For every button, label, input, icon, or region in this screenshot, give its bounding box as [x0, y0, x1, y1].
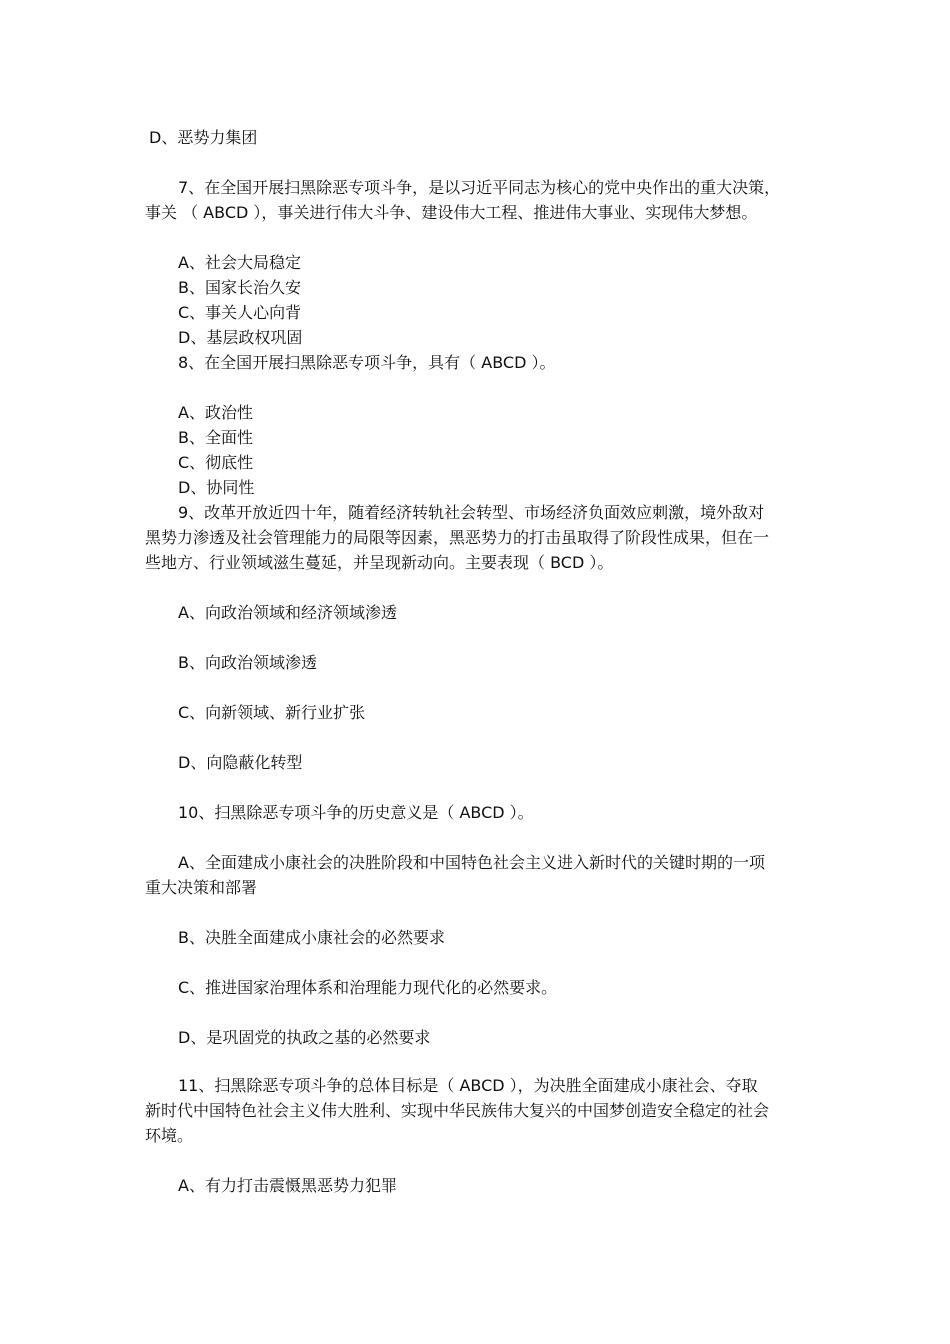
option-a-line: A、向政治领域和经济领域渗透 — [178, 603, 397, 622]
question-9-line-3: 些地方、行业领域滋生蔓延，并呈现新动向。主要表现（ BCD ）。 — [145, 553, 614, 572]
option-d-line: D、是巩固党的执政之基的必然要求 — [178, 1028, 431, 1047]
question-9-line-2: 黑势力渗透及社会管理能力的局限等因素，黑恶势力的打击虽取得了阶段性成果，但在一 — [145, 528, 770, 547]
question-8-line: 8、在全国开展扫黑除恶专项斗争，具有（ ABCD ）。 — [178, 353, 556, 372]
option-a-line-1: A、全面建成小康社会的决胜阶段和中国特色社会主义进入新时代的关键时期的一项 — [178, 853, 765, 872]
option-b-line: B、决胜全面建成小康社会的必然要求 — [178, 928, 445, 947]
question-11-line-1: 11、扫黑除恶专项斗争的总体目标是（ ABCD ），为决胜全面建成小康社会、夺取 — [178, 1076, 758, 1095]
option-d-line: D、向隐蔽化转型 — [178, 753, 303, 772]
option-a-line-2: 重大决策和部署 — [145, 878, 258, 897]
option-c-line: C、向新领域、新行业扩张 — [178, 703, 366, 722]
option-d-line: D、协同性 — [178, 478, 255, 497]
option-a-line: A、社会大局稳定 — [178, 253, 301, 272]
option-c-line: C、推进国家治理体系和治理能力现代化的必然要求。 — [178, 978, 558, 997]
question-7-line-1: 7、在全国开展扫黑除恶专项斗争，是以习近平同志为核心的党中央作出的重大决策， — [178, 178, 781, 197]
question-11-line-2: 新时代中国特色社会主义伟大胜利、实现中华民族伟大复兴的中国梦创造安全稳定的社会 — [145, 1101, 770, 1120]
option-c-line: C、彻底性 — [178, 453, 254, 472]
option-b-line: B、全面性 — [178, 428, 253, 447]
option-b-line: B、向政治领域渗透 — [178, 653, 317, 672]
option-d-line: D、恶势力集团 — [149, 128, 258, 147]
question-9-line-1: 9、改革开放近四十年，随着经济转轨社会转型、市场经济负面效应刺激，境外敌对 — [178, 503, 765, 522]
option-d-line: D、基层政权巩固 — [178, 328, 303, 347]
option-a-line: A、政治性 — [178, 403, 253, 422]
question-7-line-2: 事关 （ ABCD ），事关进行伟大斗争、建设伟大工程、推进伟大事业、实现伟大梦想。 — [145, 203, 758, 222]
option-a-line: A、有力打击震慑黑恶势力犯罪 — [178, 1176, 397, 1195]
question-10-line: 10、扫黑除恶专项斗争的历史意义是（ ABCD ）。 — [178, 803, 534, 822]
option-b-line: B、国家长治久安 — [178, 278, 301, 297]
question-11-line-3: 环境。 — [145, 1126, 194, 1145]
option-c-line: C、事关人心向背 — [178, 303, 302, 322]
